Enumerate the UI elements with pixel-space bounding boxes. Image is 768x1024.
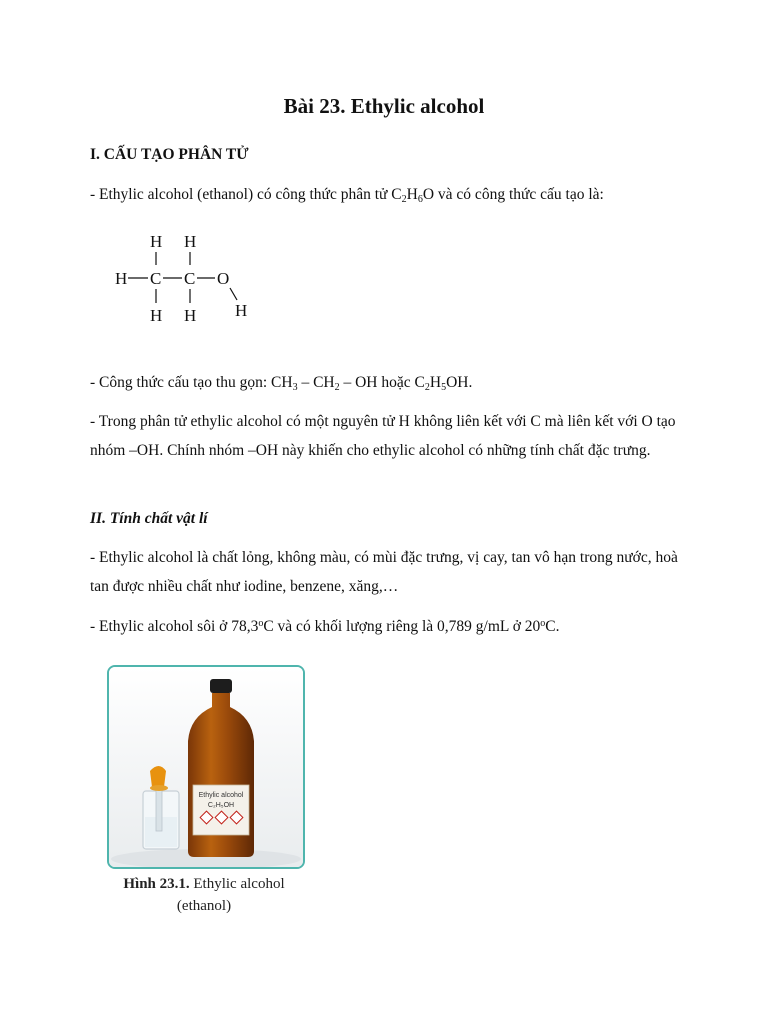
svg-text:Ethylic alcohol: Ethylic alcohol [198,792,244,799]
atom-h-bottom-left: H [150,306,163,325]
ethanol-bottle-illustration [109,667,303,867]
paragraph-hydroxyl-group: - Trong phân tử ethylic alcohol có một nguyên tử H không liên kết với C mà liên kết với O tạo nhóm –OH. Chính nhóm –OH này khiến cho ethylic alcohol có những tính chất đặc trưng. [90,413,676,459]
paragraph-molecular-formula: - Ethylic alcohol (ethanol) có công thức phân tử $C_2H_6O$ và có công thức cấu tạo là: [90,186,604,205]
dropper-bulb [150,766,166,787]
paragraph-boiling-point: - Ethylic alcohol sôi ở 78,3$^o$C và có khối lượng riêng là 0,789 g/mL ở 20$^o$C. [90,618,560,635]
atom-c-second: C [184,269,196,288]
atom-o: O [217,269,230,288]
paragraph-physical-properties: - Ethylic alcohol là chất lỏng, không màu, có mùi đặc trưng, vị cay, tan vô hạn trong nước, hoà tan được nhiều chất như iodine, benzene, xăng,… [90,549,678,595]
section-heading-structure: I. CẤU TẠO PHÂN TỬ [90,146,249,163]
ethanol-bottle-figure [107,665,305,869]
atom-h-bottom-right: H [184,306,197,325]
hazard-icons [200,811,243,824]
dropper [156,787,162,831]
atom-h-top-left: H [150,232,163,251]
atom-h-left: H [115,269,128,288]
page-title: Bài 23. Ethylic alcohol [283,94,485,118]
atom-h-hydroxyl: H [235,301,248,320]
atom-c-first: C [150,269,162,288]
figure-caption: Hình 23.1. Ethylic alcohol (ethanol) [123,876,285,914]
structural-formula-diagram [110,226,270,326]
section-heading-physical-properties: II. Tính chất vật lí [90,510,208,527]
paragraph-condensed-formula: - Công thức cấu tạo thu gọn: $CH_3 - CH_2$ – OH hoặc $C_2H_5OH$. [90,374,473,393]
svg-text:C₂H₅OH: C₂H₅OH [207,802,235,809]
atom-h-top-right: H [184,232,197,251]
bottle-cap [210,679,232,693]
